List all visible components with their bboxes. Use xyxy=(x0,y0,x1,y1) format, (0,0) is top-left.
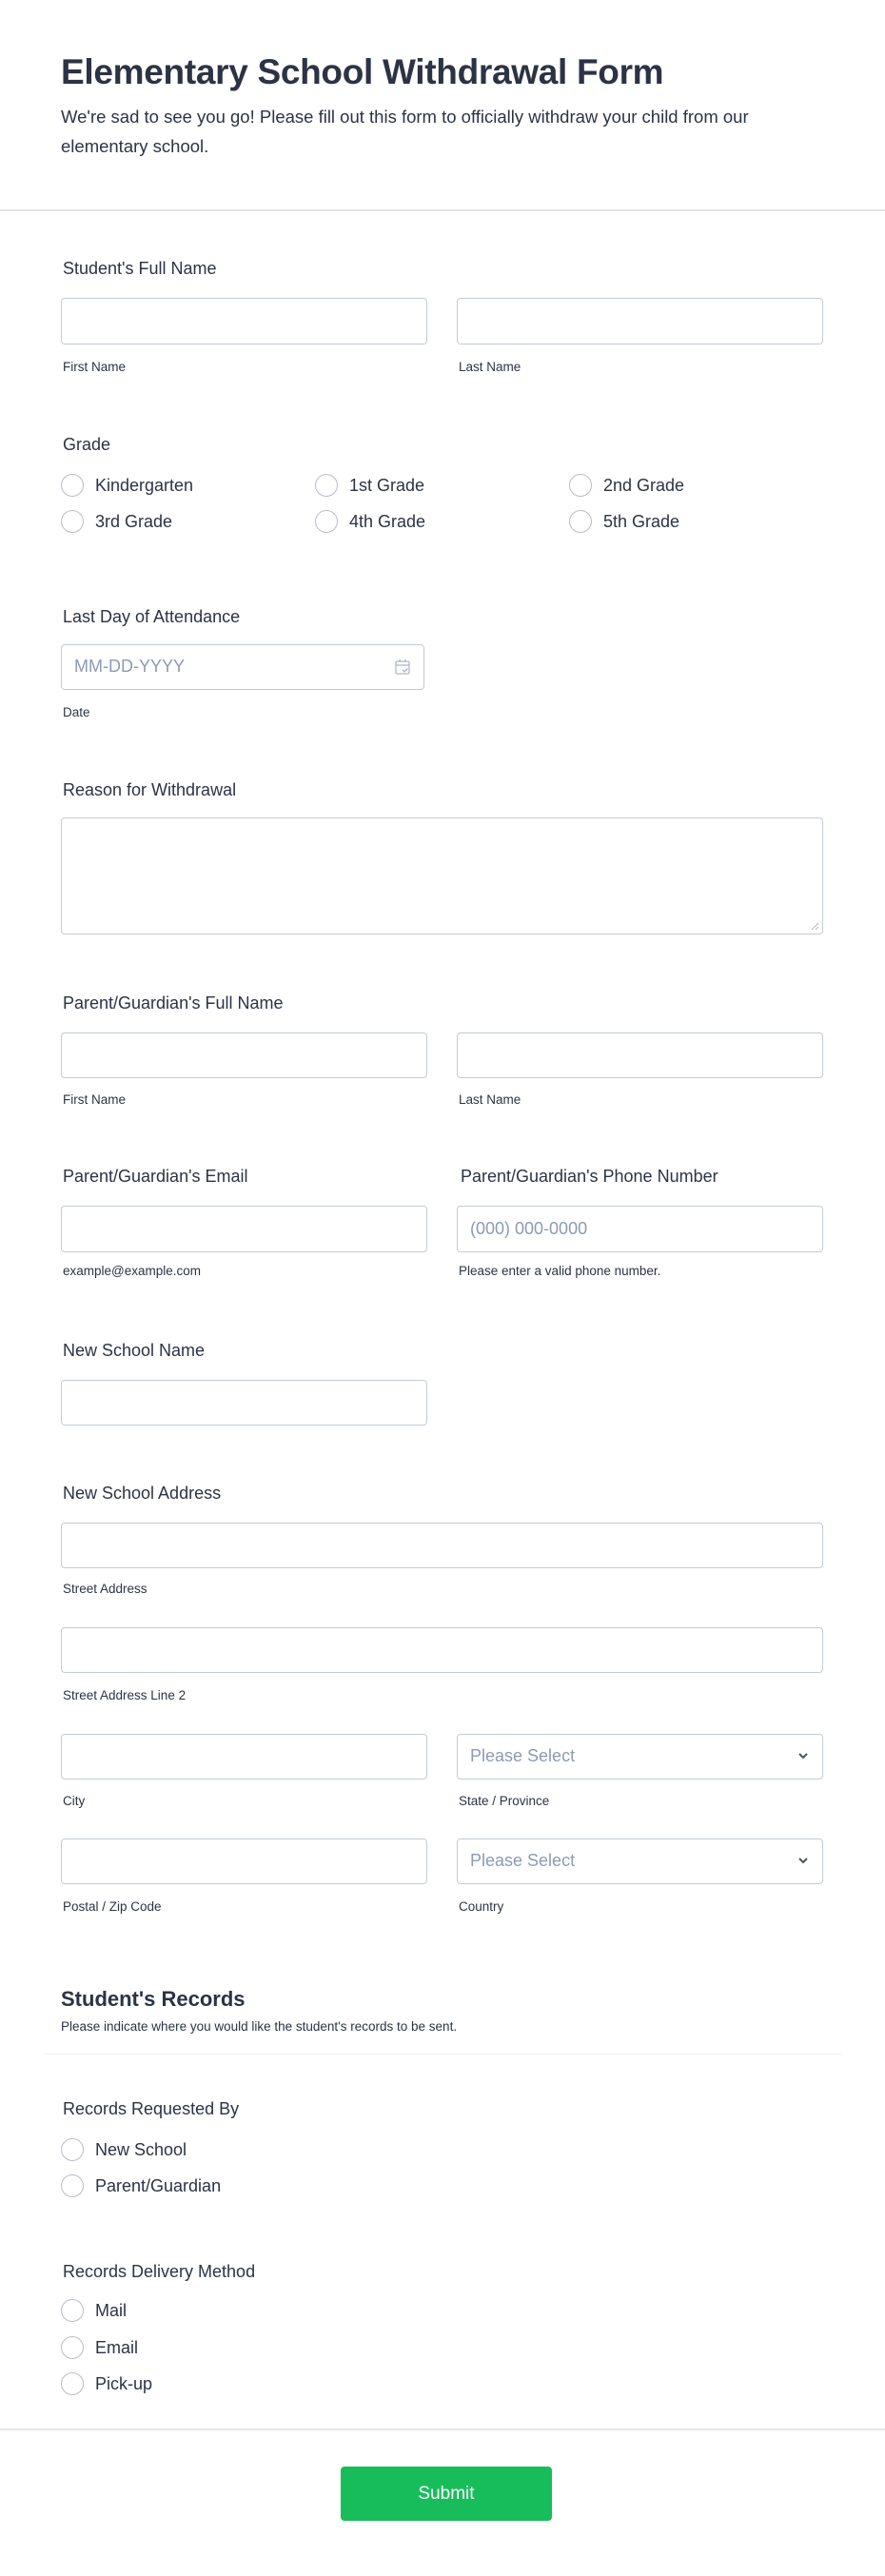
records-divider xyxy=(45,2054,841,2055)
parent-last-name-sublabel: Last Name xyxy=(459,1092,521,1107)
records-requested-by-label: Records Requested By xyxy=(63,2099,240,2118)
state-select[interactable] xyxy=(457,1734,823,1780)
records-subheading: Please indicate where you would like the student's records to be sent. xyxy=(61,2019,458,2034)
last-day-date-input[interactable] xyxy=(61,644,424,690)
last-day-label: Last Day of Attendance xyxy=(63,607,241,626)
student-first-name-input[interactable] xyxy=(61,298,427,344)
records-heading: Student's Records xyxy=(61,1987,246,2011)
grade-radio-1st[interactable] xyxy=(315,474,338,497)
reason-textarea[interactable] xyxy=(61,817,823,934)
phone-sublabel: Please enter a valid phone number. xyxy=(459,1264,661,1278)
country-sublabel: Country xyxy=(459,1899,504,1914)
country-select-value: Please Select xyxy=(470,1851,576,1870)
delivery-option-label[interactable]: Pick-up xyxy=(95,2374,153,2393)
grade-label: Grade xyxy=(63,435,111,454)
parent-email-label: Parent/Guardian's Email xyxy=(63,1167,248,1186)
form-description: We're sad to see you go! Please fill out this form to officially withdraw your child from our elementary school. xyxy=(61,107,749,156)
delivery-radio-mail[interactable] xyxy=(61,2299,84,2322)
street-address-input[interactable] xyxy=(61,1523,823,1568)
delivery-radio-pickup[interactable] xyxy=(61,2372,84,2395)
student-first-name-sublabel: First Name xyxy=(63,360,127,374)
records-delivery-label: Records Delivery Method xyxy=(63,2262,256,2281)
date-sublabel: Date xyxy=(63,705,90,719)
chevron-down-icon xyxy=(796,1748,811,1763)
grade-radio-2nd[interactable] xyxy=(569,474,592,497)
grade-option-label[interactable]: 1st Grade xyxy=(349,476,425,495)
footer-divider xyxy=(0,2429,885,2430)
grade-radio-5th[interactable] xyxy=(569,510,592,533)
resize-grip-icon[interactable] xyxy=(810,921,819,931)
city-sublabel: City xyxy=(63,1794,86,1808)
grade-option-label[interactable]: Kindergarten xyxy=(95,476,194,495)
city-input[interactable] xyxy=(61,1734,427,1780)
parent-email-input[interactable] xyxy=(61,1206,427,1252)
date-placeholder: MM-DD-YYYY xyxy=(74,657,185,676)
parent-phone-input[interactable] xyxy=(457,1206,823,1252)
header-divider xyxy=(0,209,885,211)
student-name-label: Student's Full Name xyxy=(63,259,217,278)
reason-label: Reason for Withdrawal xyxy=(63,780,237,799)
parent-first-name-sublabel: First Name xyxy=(63,1092,127,1107)
requested-by-option-label[interactable]: New School xyxy=(95,2140,187,2159)
grade-option-label[interactable]: 5th Grade xyxy=(603,512,680,531)
parent-first-name-input[interactable] xyxy=(61,1032,427,1078)
state-select-value: Please Select xyxy=(470,1746,576,1765)
grade-radio-4th[interactable] xyxy=(315,510,338,533)
grade-option-label[interactable]: 4th Grade xyxy=(349,512,426,531)
chevron-down-icon xyxy=(796,1853,811,1868)
new-school-address-label: New School Address xyxy=(63,1484,222,1503)
phone-placeholder: (000) 000-0000 xyxy=(470,1219,588,1238)
state-sublabel: State / Province xyxy=(459,1794,550,1808)
requested-by-option-label[interactable]: Parent/Guardian xyxy=(95,2176,222,2195)
grade-radio-kindergarten[interactable] xyxy=(61,474,84,497)
student-last-name-input[interactable] xyxy=(457,298,823,344)
parent-name-label: Parent/Guardian's Full Name xyxy=(63,993,284,1013)
grade-option-label[interactable]: 2nd Grade xyxy=(603,476,685,495)
calendar-icon[interactable] xyxy=(393,658,412,677)
grade-radio-3rd[interactable] xyxy=(61,510,84,533)
street-address-sublabel: Street Address xyxy=(63,1582,148,1596)
delivery-option-label[interactable]: Email xyxy=(95,2338,139,2357)
new-school-name-label: New School Name xyxy=(63,1341,206,1360)
country-select[interactable] xyxy=(457,1839,823,1884)
delivery-radio-email[interactable] xyxy=(61,2336,84,2359)
parent-last-name-input[interactable] xyxy=(457,1032,823,1078)
new-school-name-input[interactable] xyxy=(61,1380,427,1426)
parent-phone-label: Parent/Guardian's Phone Number xyxy=(461,1167,718,1186)
student-last-name-sublabel: Last Name xyxy=(459,360,521,374)
street-address-line2-sublabel: Street Address Line 2 xyxy=(63,1688,187,1702)
form-title: Elementary School Withdrawal Form xyxy=(61,52,664,91)
delivery-option-label[interactable]: Mail xyxy=(95,2301,128,2320)
street-address-line2-input[interactable] xyxy=(61,1627,823,1673)
submit-button[interactable]: Submit xyxy=(341,2467,552,2521)
grade-option-label[interactable]: 3rd Grade xyxy=(95,512,173,531)
zip-sublabel: Postal / Zip Code xyxy=(63,1899,162,1914)
zip-input[interactable] xyxy=(61,1839,427,1884)
email-sublabel: example@example.com xyxy=(63,1264,202,1278)
requested-by-radio-parent[interactable] xyxy=(61,2174,84,2197)
requested-by-radio-new-school[interactable] xyxy=(61,2138,84,2161)
